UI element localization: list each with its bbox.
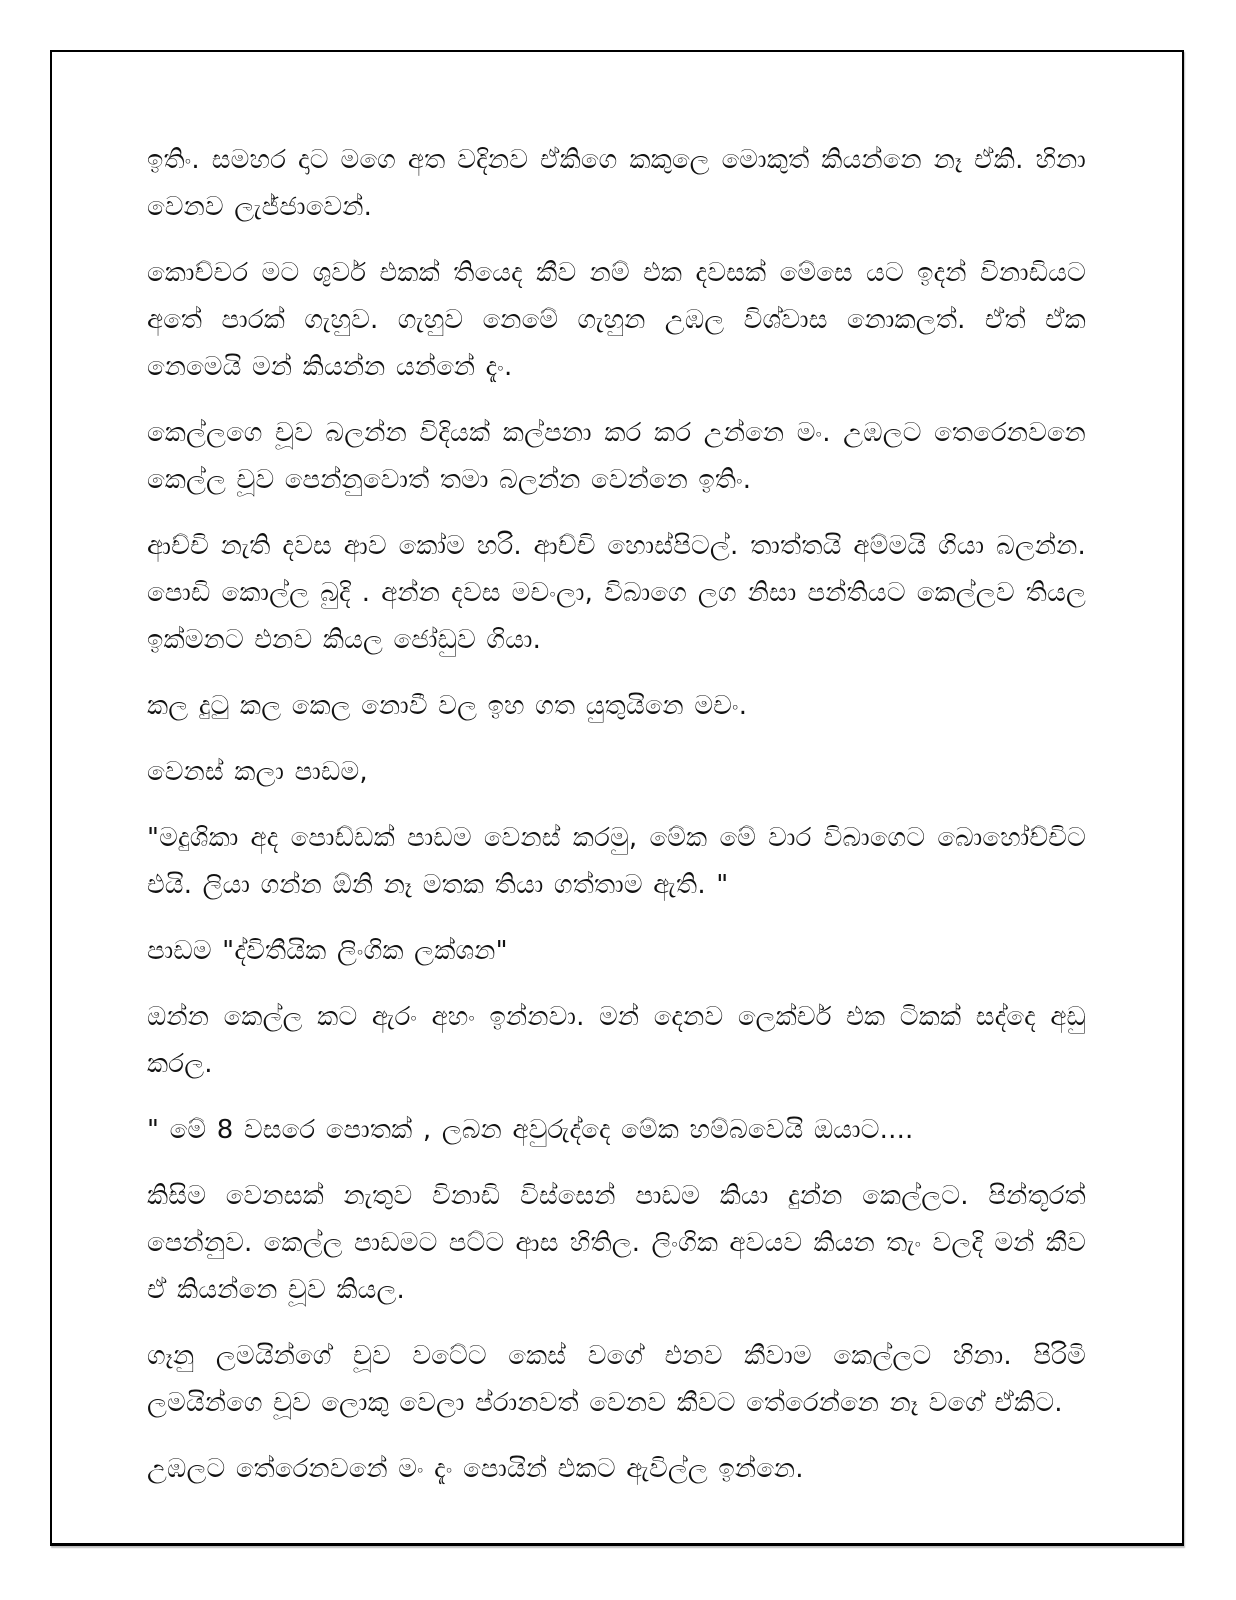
- paragraph: "මදුශිකා අද පොඩ්ඩක් පාඩම වෙනස් කරමු, මේක මේ වාර විබාගෙට බොහෝච්චිට එයි. ලියා ගන්න ඕනි නෑ මතක තියා ගත්තාම ඇති. ": [147, 823, 1086, 900]
- paragraph: කෙල්ලගෙ චූව බලන්න විදියක් කල්පනා කර කර උන්නෙ මං. උඹලට තෙරෙනවනෙ කෙල්ල චූව පෙන්නුවොත් තමා බලන්න වෙන්නෙ ඉතිං.: [147, 418, 1086, 495]
- paragraph: උඹලට තේරෙනවනේ මං දැං පොයින් එකට ඇවිල්ල ඉන්නෙ.: [147, 1454, 804, 1484]
- paragraph: කොච්චර මට ශුවර් එකක් තියෙද කීව නම් එක දවසක් මේසෙ යට ඉදන් විනාඩියට අතේ පාරක් ගැහුව. ගැහුව නෙමේ ගැහුන උඹල විශ්වාස නොකලත්. ඒත් ඒක නෙමෙයි මන් කියන්න යන්නේ දැං.: [147, 258, 1086, 382]
- paragraph: " මේ 8 වසරෙ පොතක් , ලබන අවුරුද්දෙ මේක හම්බවෙයි ඔයාට....: [147, 1115, 914, 1145]
- paragraph: වෙනස් කලා පාඩම,: [147, 757, 368, 787]
- paragraph: කල දුටු කල කෙල නොවී වල ඉහ ගත යුතුයිනෙ මචං.: [147, 691, 748, 721]
- text-content: [147, 137, 1086, 1512]
- paragraph: පාඩම "ද්විතීයික ලිංගික ලක්ශන": [147, 936, 508, 966]
- paragraph: ඔන්න කෙල්ල කට ඇරං අහං ඉන්නවා. මන් දෙනව ලෙක්චර් එක ටිකක් සද්දෙ අඩු කරල.: [147, 1002, 1086, 1079]
- paragraph: ආච්චි නැති දවස ආව කෝම හරි. ආච්චි හොස්පිටල්. තාත්තයි අම්මයි ගියා බලන්න. පොඩි කොල්ල බුදි . අන්න දවස මචංලා, විබාගෙ ලග නිසා පන්තියට කෙල්ලව තියල ඉක්මනට එනව කියල ජෝඩුව ගියා.: [147, 531, 1086, 655]
- page-frame: [50, 50, 1184, 1546]
- paragraph: ඉතිං. සමහර දාට මගෙ අත වදිනව ඒකිගෙ කකුලෙ මොකුත් කියන්නෙ නෑ ඒකි. හිනා වෙනව ලැජ්ජාවෙන්.: [147, 145, 1086, 222]
- paragraph: ගෑනු ලමයින්ගේ චූව වටේට කෙස් වගේ එනව කීවාම කෙල්ලට හිනා. පිරිමි ලමයින්ගෙ චූව ලොකු වෙලා ප්රානවත් වෙනව කීවට තේරෙන්නෙ නෑ වගේ ඒකිට.: [147, 1341, 1086, 1418]
- paragraph: කිසිම වෙනසක් නැතුව විනාඩි විස්සෙන් පාඩම කියා දුන්න කෙල්ලට. පින්තූරත් පෙන්නුව. කෙල්ල පාඩමට පට්ට ආස හිතිල. ලිංගික අවයව කියන තැං වලදි මන් කීව ඒ කියන්නෙ චූව කියල.: [147, 1181, 1086, 1305]
